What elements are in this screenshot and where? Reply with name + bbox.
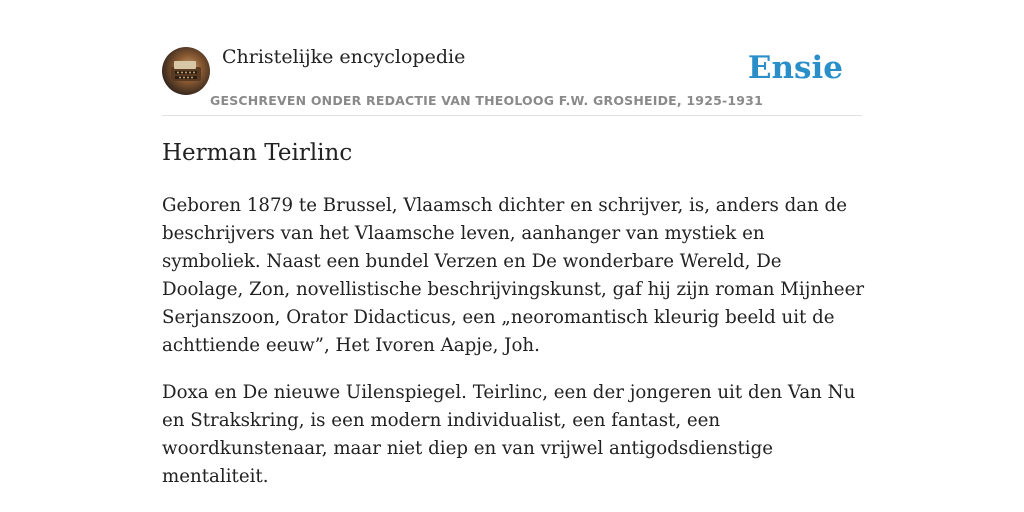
article-body (162, 192, 868, 510)
article-paragraph: Geboren 1879 te Brussel, Vlaamsch dichter en schrijver, is, anders dan de beschrijvers van het Vlaamsche leven, aanhanger van mystiek en symboliek. Naast een bundel Verzen en De wonderbare Wereld, De Doolage, Zon, novellistische beschrijvingskunst, gaf hij zijn roman Mijnheer Serjanszoon, Orator Didacticus, een „neoromantisch kleurig beeld uit de achttiende eeuw”, Het Ivoren Aapje, Joh. (162, 195, 865, 356)
site-avatar[interactable] (162, 47, 210, 95)
ensie-logo[interactable]: Ensie (747, 50, 843, 86)
header-divider (162, 115, 862, 116)
typewriter-photo-icon (162, 47, 210, 95)
site-title[interactable]: Christelijke encyclopedie (222, 46, 466, 68)
article-title: Herman Teirlinc (162, 140, 353, 166)
article-paragraph: Doxa en De nieuwe Uilenspiegel. Teirlinc, een der jongeren uit den Van Nu en Strakskring, is een modern individualist, een fantast, een woordkunstenaar, maar niet diep en van vrijwel antigodsdienstige mentaliteit. (162, 382, 856, 487)
site-subtitle: GESCHREVEN ONDER REDACTIE VAN THEOLOOG F.W. GROSHEIDE, 1925-1931 (210, 93, 763, 108)
